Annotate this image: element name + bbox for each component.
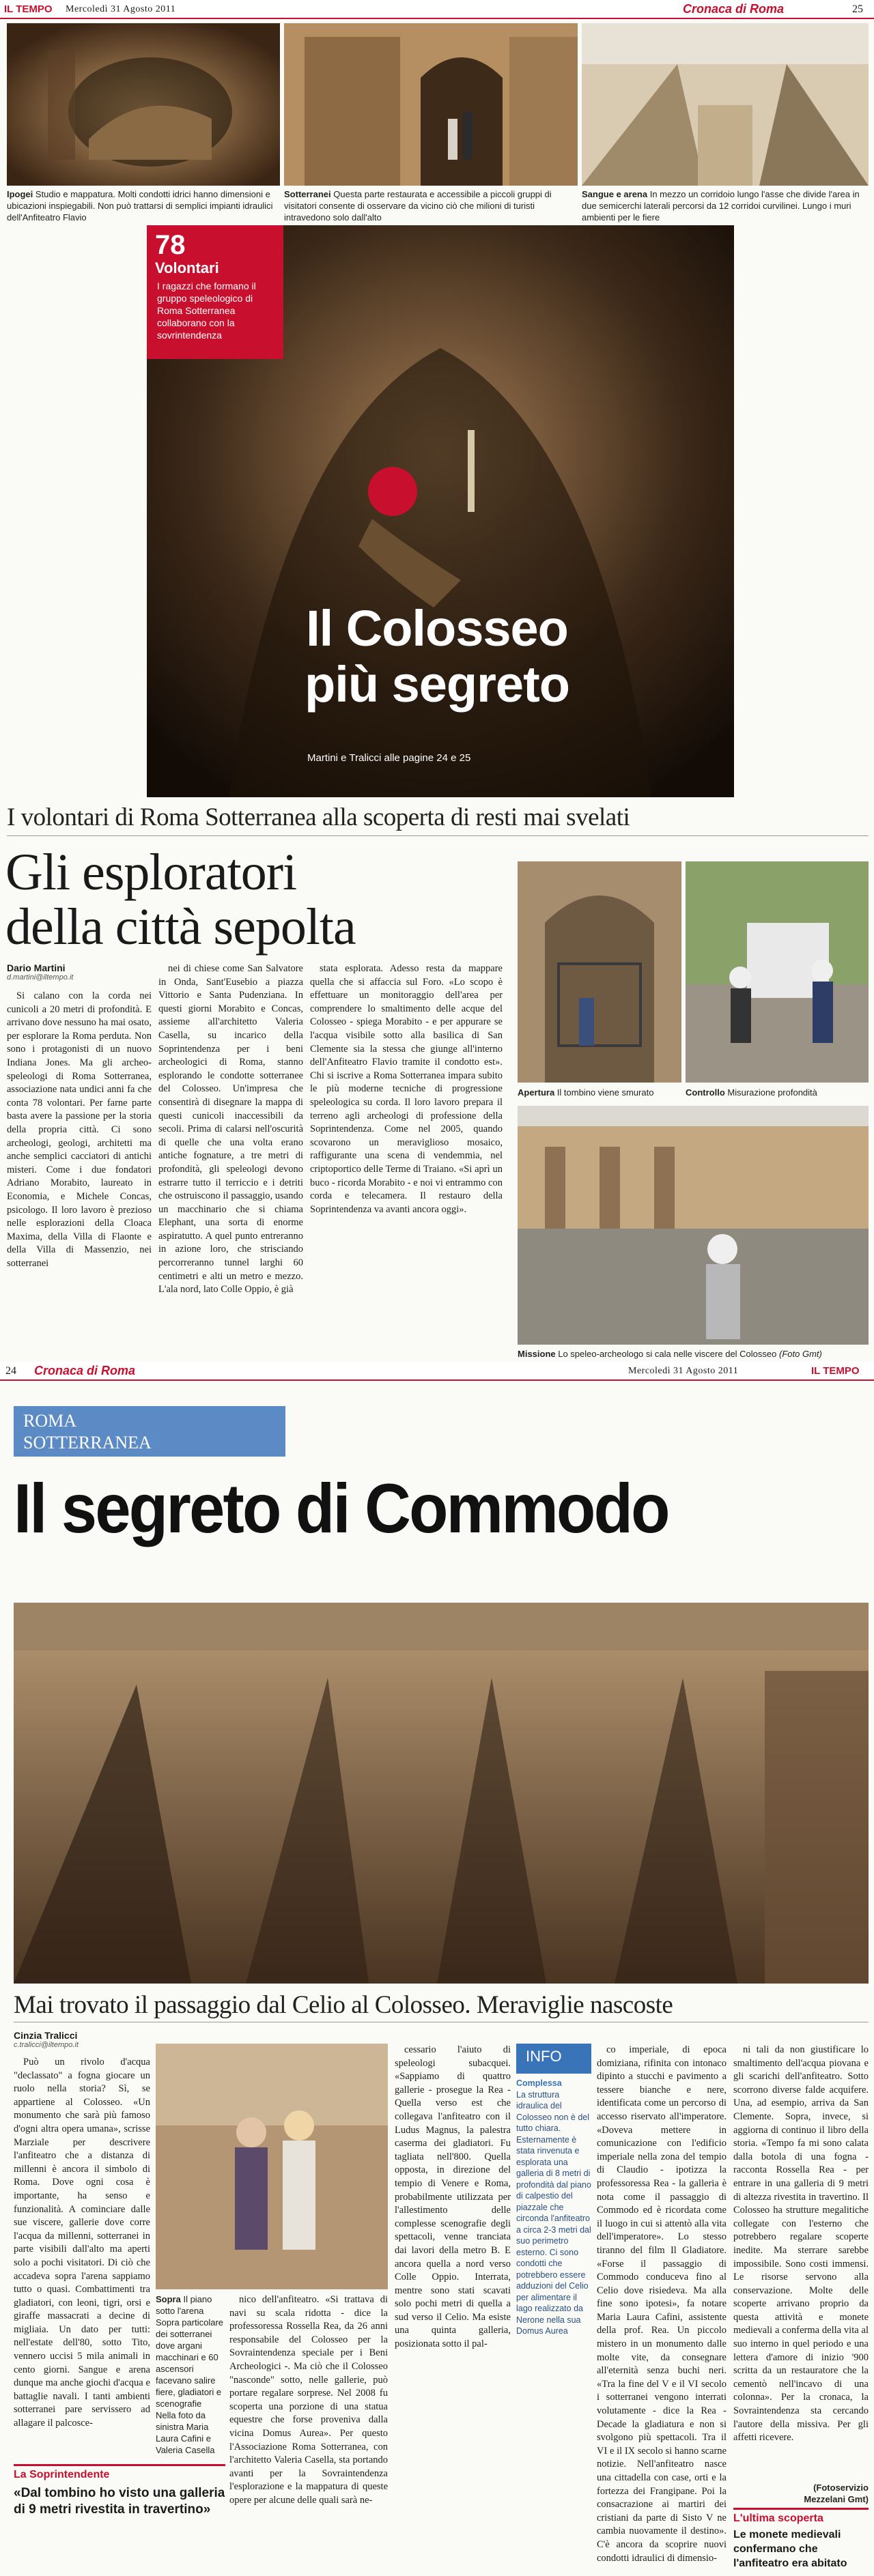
article1-col3: stata esplorata. Adesso resta da mappare quella che si affaccia sul Foro. «Lo scopo è effettuare un monitoraggio dell'area per comprendere lo smaltimento delle acque del Colosseo - spiega Morabito - e per appurare se l'acqua visibile sotto alla basilica di San Clemente sia la stessa che giunge all'interno dell'Anfiteatro Flavio tramite il condotto est». Chi si iscrive a Roma Sotterranea impara subito le più moderne tecniche di progressione speleologica su corda. Il loro lavoro prepara il terreno agli archeologi di professione della Soprintendenza. Come nel 2005, quando scovarono un meraviglioso mosaico, raffigurante una scena di vendemmia, nel criptoportico delle Terme di Traiano. «Si aprì un buco - ricorda Morabito - e noi vi entrammo con corda e telecamera. Il restauro della Soprintendenza va avanti ancora oggi». [310,963,503,1215]
issue-date: Mercoledì 31 Agosto 2011 [66,4,176,14]
cover-title: Il Colosseo più segreto [305,600,569,713]
issue-date-2: Mercoledì 31 Agosto 2011 [628,1366,739,1376]
article2-col2: nico dell'anfiteatro. «Si trattava di navi su scala ridotta - dice la professoressa Rossella Rea, da 26 anni responsabile del Colosseo per la Sovraintendenza speciale per i Beni Archeologici -. Ma ciò che il Colosseo "nasconde" sotto, nelle gallerie, può portare regalare sorprese. Nel 2008 fu scoperta una porzione di una statua equestre che forse proveniva dalla vicina Domus Aurea». Per questo l'Associazione Roma Sotterranea, con l'architetto Valeria Casella, sta portando avanti per la Sovraintendenza l'esplorazione e la mappatura di queste opere per alcune delle quali sarà ne- [229,2294,388,2506]
article1-headline: Gli esploratori della città sepolta [5,844,356,956]
caption-ipogei: Ipogei Studio e mappatura. Molti condotti idrici hanno dimensioni e ubicazioni inspiegabili. Non può trattarsi di semplici impianti idraulici dell'Anfiteatro Flavio [7,189,273,223]
sidebar-soprintendente: La Soprintendente «Dal tombino ho visto una galleria di 9 metri rivestita in travertino» [14,2464,225,2518]
photo-ipogei [7,23,280,186]
badge-text: I ragazzi che formano il gruppo speleologico di Roma Sotterranea collaborano con la sovrintendenza [157,281,256,341]
badge-number: 78 [155,230,186,260]
cover-page-ref: Martini e Tralicci alle pagine 24 e 25 [307,752,471,764]
article2-headline: Il segreto di Commodo [14,1470,668,1547]
photo-researchers [156,2044,388,2289]
photo-apertura [518,861,681,1083]
article2-col3: cessario l'aiuto di speleologi subacquei. «Sappiamo di quattro gallerie - prosegue la Rea - Quella verso est che collegava l'anfiteatro con il Ludus Magnus, la palestra caserma dei gladiatori. Fu tagliata nell'800. Quella opposta, in direzione del tempio di Venere e Roma, probabilmente utilizzata per l'allestimento delle complesse scenografie degli spettacoli, venne tranciata dai lavori della metro B. E ancora quella a nord verso Colle Oppio. Interrata, mentre sono stati scavati solo pochi metri di quella a sud verso il Celio. Ma esiste una quinta galleria, posizionata sotto il pal- [395,2044,511,2350]
caption-arena: Sangue e arena In mezzo un corridoio lungo l'asse che divide l'area in due semicerchi laterali percorsi da 12 corridoi curvilinei. Lungo i muri ambienti per le fiere [582,189,860,223]
info-label: INFO [516,2044,591,2074]
article1-col1: Si calano con la corda nei cunicoli a 20 metri di profondità. E arrivano dove nessuno ha mai osato, per esplorare la Roma perduta. Non sono i protagonisti di un nuovo Indiana Jones. Ma gli archeo-speleologi di Roma Sotterranea, associazione nata undici anni fa che conta 78 volontari. Per farne parte basta avere la passione per la storia della propria città. Ci sono archeologi, geologi, architetti ma anche semplici cacciatori di antichi misteri. Come i due fondatori Adriano Morabito, laureato in Economia, e Michele Concas, psicologo. Il loro lavoro è prezioso nelle esplorazioni della Cloaca Maxima, della Villa di Flaonte e della Villa di Massenzio, nei sotterranei [7,990,152,1269]
photo-arena [582,23,869,186]
caption-sotterranei: Sotterranei Questa parte restaurata e accessibile a piccoli gruppi di visitatori consente di osservare da vicino ciò che milioni di turisti intravedono solo dall'alto [284,189,552,223]
article2-byline: Cinzia Tralicci c.tralicci@iltempo.it [14,2030,79,2049]
page-number-2: 24 [5,1365,16,1377]
newspaper-logo: IL TEMPO [4,3,53,15]
article2-col1: Può un rivolo d'acqua "declassato" a fogna giocare un ruolo nella storia? Sì, se appartiene al Colosseo. «Un monumento che sarà più famoso d'ogni altra opera umana», scrisse Marziale per descrivere l'anfiteatro che a distanza di millenni è ancora il simbolo di Roma. Dove ogni cosa è importante, ha senso e funzionalità. A cominciare dalle sue viscere, gallerie dove corre l'acqua da millenni, sotterranei in parte visibili dall'alto ma aperti solo a pochi visitatori. Di ciò che accadeva sopra l'arena sappiamo tutto o quasi. Combattimenti tra gladiatori, con leoni, tigri, orsi e giraffe massacrati a decine di migliaia. Un dato per tutti: nell'estate dell'80, sotto Tito, vennero uccisi 5 mila animali in cento giorni. Sangue e arena dunque ma anche giochi d'acqua e battaglie navali. I tanti ambienti sotterranei pare servissero ad allagare il palcosce- [14,2057,150,2429]
section-title-2: Cronaca di Roma [34,1364,136,1377]
article2-col5: ni tali da non giustificare lo smaltimento dell'acqua piovana e gli scarichi dell'anfiteatro. Sotto scorrono diverse falde acquifere. Una, ad esempio, arriva da San Clemente. Sopra, invece, si aggiorna di continuo il libro della storia. «Tempo fa mi sono calata dalla botola di una fogna - racconta Rossella Rea - per entrare in una galleria di 9 metri di altezza rivestita in travertino. Il Colosseo ha strutture megalitiche collegate con l'esterno che potrebbero regalare scoperte inedite. Ma sterrare sarebbe impossibile. Sono costi immensi. Le risorse servono alla conservazione. Molte delle scoperte arrivano proprio da questa attività e monete medievali a conferma della vita al suo interno in quel periodo e una lettera d'amore di inizio '900 scritta da un restauratore che la cementò nell'incavo di una colonna». Per la cronaca, la Sovraintendenza sta cercando l'autore della missiva. Per gli affetti ricevere. [733,2044,869,2444]
article1-kicker: I volontari di Roma Sotterranea alla scoperta di resti mai svelati [7,803,630,831]
article1-col2: nei di chiese come San Salvatore in Onda, Sant'Eusebio a piazza Vittorio e Santa Pudenziana. In questi giorni Morabito e Concas, assieme all'architetto Valeria Casella, su incarico della Soprintendenza per i beni archeologici di Roma, stanno esplorando le condotte sotterranee del Colosseo. Un'impresa che consentirà di disegnare la mappa di questi cunicoli inaccessibili da secoli. Prima di calarsi nell'oscurità di quelle che una volta erano antiche fognature, a tre metri di profondità, gli speleologi devono estrarre tutto il terriccio e i detriti che ostruiscono il passaggio, usando un macchinario che si chiama Elephant, una sorta di enorme aspiratutto. A quel punto entreranno in azione loro, che strisciando percorreranno tunnel larghi 60 centimetri e alti un metro e mezzo. L'ala nord, lato Colle Oppio, è già [158,963,303,1296]
article2-col4: co imperiale, di epoca domiziana, rifinita con intonaco dipinto a stucchi e pavimento a tessere bianche e nere, identificata come un percorso di accesso riservato all'imperatore. «Doveva mettere in comunicazione con l'edificio imperiale nella zona del tempio di Claudio - ipotizza la professoressa Rea - la galleria è nota come il passaggio di Commodo ed è ricordata come il luogo in cui si attentò alla vita dell'imperatore». Lo stesso tiranno del film Il Gladiatore. «Forse il passaggio di Commodo conduceva fino al Celio dove risiedeva. Ma alla fine sono ipotesi», fa notare Maria Laura Cafini, assistente della prof. Rea. Un piccolo mistero in un monumento dalle molte vite, da consegnare all'eternità senza buchi neri. «Tra la fine del V e il VI secolo i sotterranei vengono interrati volutamente - dice la Rea - Decade la gladiatura e non si svolgono più spettacoli. Tra il VI e il IX secolo si hanno scarne notizie. Nell'anfiteatro nasce una cittadella con case, orti e la fortezza dei Frangipane. Poi la consacrazione ai martiri dei cristiani da parte di Sisto V ne cambia nuovamente il destino». C'è ancora da scoprire nuovi condotti idraulici di dimensio- [597,2044,727,2564]
caption-apertura: Apertura Il tombino viene smurato [518,1087,654,1098]
info-box: Complessa La struttura idraulica del Colosseo non è del tutto chiara. Esternamente è stata rinvenuta e esplorata una galleria di 8 metri di profondità dal piano di calpestio del piazzale che circonda l'anfiteatro a circa 2-3 metri dal suo perimetro esterno. Ci sono condotti che potrebbero essere adduzioni del Celio per alimentare il lago realizzato da Nerone nella sua Domus Aurea [516,2078,591,2336]
photo-credit: (Fotoservizio Mezzelani Gmt) [804,2482,869,2504]
badge-label: Volontari [155,259,219,276]
photo-controllo [686,861,869,1083]
sidebar-ultima-scoperta: L'ultima scoperta Le monete medievali confermano che l'anfiteatro era abitato [733,2508,869,2571]
article1-byline: Dario Martini d.martini@iltempo.it [7,962,74,982]
section-tag: ROMA SOTTERRANEA [14,1406,285,1457]
photo-missione [518,1106,869,1345]
page-header-top [0,0,874,19]
page-header-bottom [0,1362,874,1381]
caption-controllo: Controllo Misurazione profondità [686,1087,817,1098]
page-number: 25 [852,3,863,15]
photo-hypogeum [14,1603,869,1984]
caption-missione: Missione Lo speleo-archeologo si cala nelle viscere del Colosseo (Foto Gmt) [518,1349,822,1359]
newspaper-logo-2: IL TEMPO [811,1365,860,1377]
photo-sotterranei [284,23,578,186]
caption-researchers: Sopra Il piano sotto l'arena Sopra particolare dei sotterranei dove argani macchinari e 60 ascensori facevano salire fiere, gladiatori e scenografie Nella foto da sinistra Maria Laura Cafini e Valeria Casella [156,2294,223,2455]
article2-kicker: Mai trovato il passaggio dal Celio al Colosseo. Meraviglie nascoste [14,1991,673,2019]
section-title: Cronaca di Roma [683,2,785,16]
